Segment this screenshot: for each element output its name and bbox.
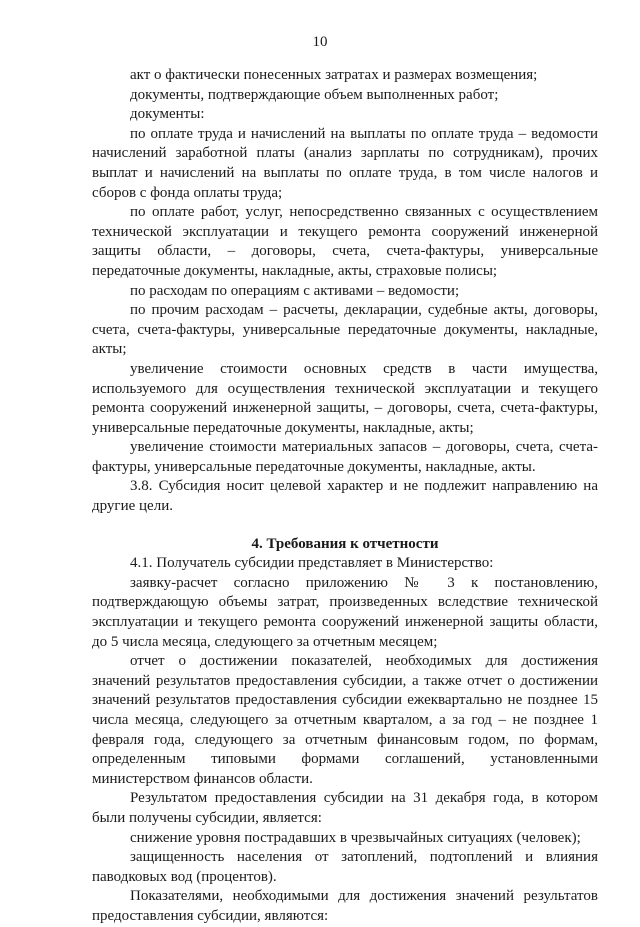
paragraph: по прочим расходам – расчеты, декларации, судебные акты, договоры, счета, счета-фактуры, универсальные передаточные документы, накладные, акты; — [92, 302, 598, 358]
paragraph: документы: — [130, 106, 205, 123]
paragraph: 4.1. Получатель субсидии представляет в Министерство: — [130, 555, 494, 572]
paragraph: по оплате труда и начислений на выплаты по оплате труда – ведомости начислений заработной платы (анализ зарплаты по сотрудникам), прочих выплат и начислений на выплаты по оплате труда, в том числе налогов и сборов с фонда оплаты труда; — [92, 125, 598, 201]
paragraph: Результатом предоставления субсидии на 31 декабря года, в котором были получены субсидии, является: — [92, 790, 598, 826]
paragraph: отчет о достижении показателей, необходимых для достижения значений результатов предоставления субсидии, а также отчет о достижении значений результатов предоставления субсидии ежеквартально не позднее 15 числа месяца, следующего за отчетным кварталом, а за год – не позднее 1 февраля года, следующего за отчетным финансовым годом, по формам, определенным типовыми формами соглашений, установленными министерством финансов области. — [92, 653, 598, 787]
paragraph: Показателями, необходимыми для достижения значений результатов предоставления субсидии, являются: — [92, 888, 598, 924]
paragraph: акт о фактически понесенных затратах и размерах возмещения; — [130, 67, 538, 83]
section-heading: 4. Требования к отчетности — [251, 535, 439, 552]
section-4-body — [92, 554, 598, 926]
page-number: 10 — [312, 34, 328, 50]
section-3-continuation — [92, 66, 598, 517]
paragraph: защищенность населения от затоплений, подтоплений и влияния паводковых вод (процентов). — [92, 849, 598, 885]
paragraph: увеличение стоимости материальных запасов – договоры, счета, счета-фактуры, универсальные передаточные документы, накладные, акты. — [92, 439, 598, 475]
paragraph: 3.8. Субсидия носит целевой характер и не подлежит направлению на другие цели. — [92, 478, 598, 515]
paragraph: увеличение стоимости основных средств в части имущества, используемого для осуществления технической эксплуатации и текущего ремонта сооружений инженерной защиты, – договоры, счета, счета-фактуры, универсальные передаточные документы, накладные, акты; — [92, 360, 598, 436]
paragraph: документы, подтверждающие объем выполненных работ; — [130, 86, 499, 103]
paragraph: снижение уровня пострадавших в чрезвычайных ситуациях (человек); — [130, 829, 581, 846]
page-content — [92, 66, 598, 927]
paragraph: заявку-расчет согласно приложению № 3 к постановлению, подтверждающую объемы затрат, произведенных вследствие технической эксплуатации и текущего ремонта сооружений инженерной защиты области, до 5 числа месяца, следующего за отчетным месяцем; — [92, 574, 598, 650]
paragraph: по оплате работ, услуг, непосредственно связанных с осуществлением технической эксплуатации и текущего ремонта сооружений инженерной защиты области, – договоры, счета, счета-фактуры, универсальные передаточные документы, накладные, акты, страховые полисы; — [92, 204, 598, 279]
paragraph: по расходам по операциям с активами – ведомости; — [130, 282, 460, 299]
